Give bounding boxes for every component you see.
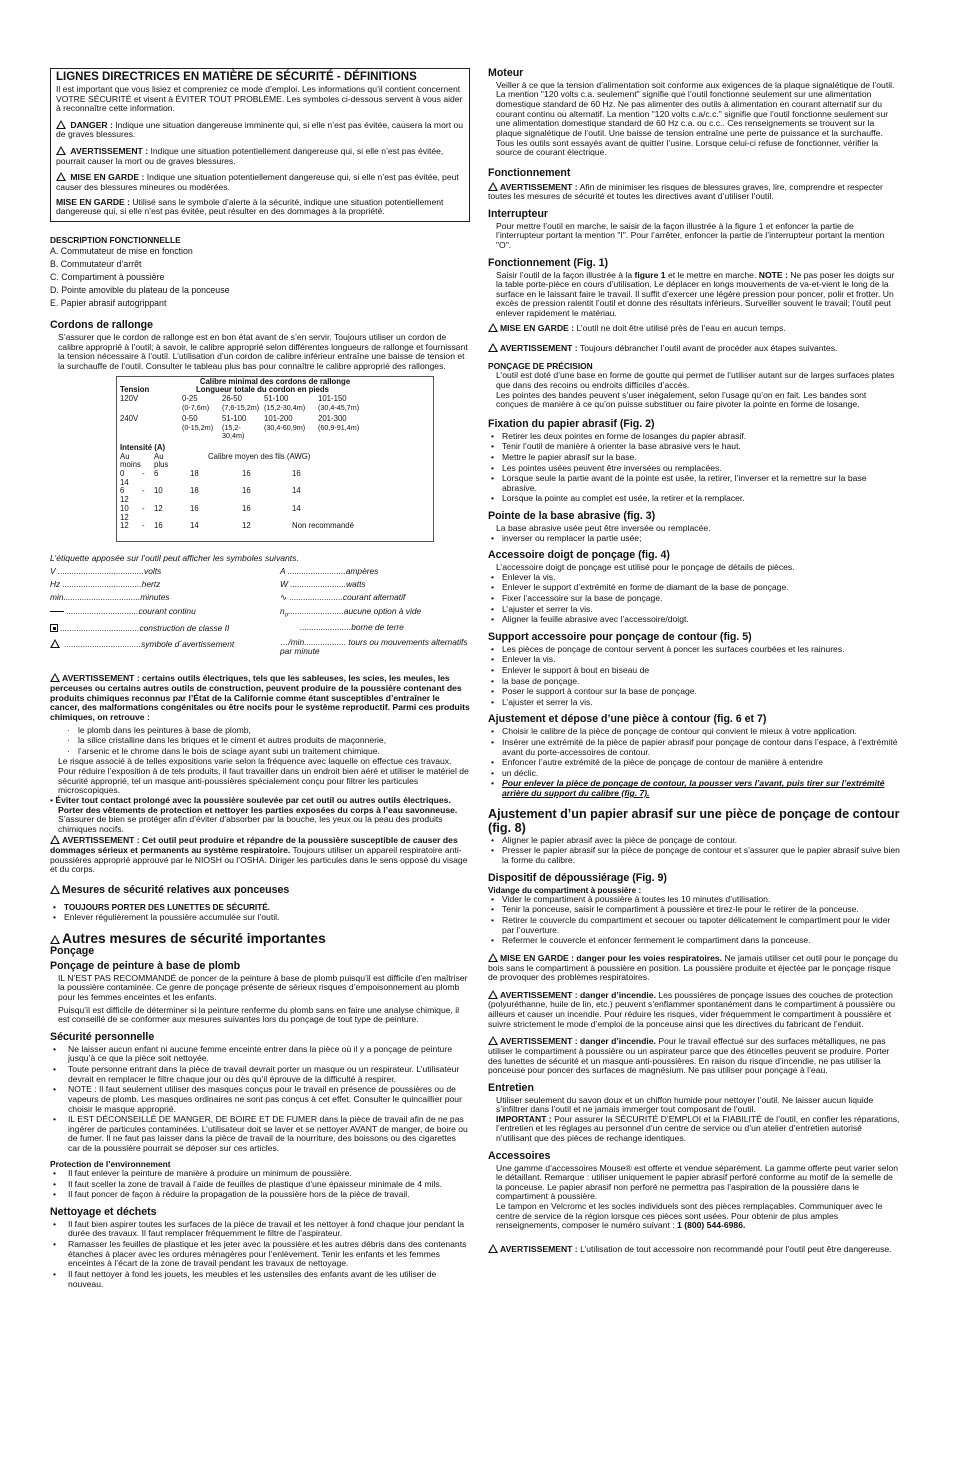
list-item: • Lorsque seule la partie avant de la pointe est usée, la retirer, l’inverser et la remettre sur la base abrasive. xyxy=(488,474,900,493)
list-item: • Presser le papier abrasif sur la pièce de ponçage de contour et s’assurer que le papier abrasif suive bien la forme du calibre. xyxy=(488,846,900,865)
list-item: • Retirer les deux pointes en forme de losanges du papier abrasif. xyxy=(488,432,900,442)
warning-triangle-icon xyxy=(488,990,498,999)
symbol-watts: W ........................watts xyxy=(280,579,366,590)
precision-title: PONÇAGE DE PRÉCISION xyxy=(488,360,593,371)
left-column xyxy=(50,68,470,1290)
list-item: • Lorsque la pointe au complet est usée, la retirer et la remplacer. xyxy=(488,494,900,504)
finger-text: L’accessoire doigt de ponçage est utilisé pour le ponçage de détails de pièces. xyxy=(496,562,795,573)
amperage-title: Intensité (A) xyxy=(120,442,166,452)
personal-safety-list xyxy=(50,1045,470,1154)
list-item: • un déclic. xyxy=(488,769,900,779)
symbol-minutes: min.................................minutes xyxy=(50,592,170,603)
dust-empty-list xyxy=(488,895,900,946)
warning-triangle-icon xyxy=(488,1036,498,1045)
functional-description-title: DESCRIPTION FONCTIONNELLE xyxy=(50,234,181,245)
list-item: E. Papier abrasif autogrippant xyxy=(50,297,167,308)
warning-triangle-icon xyxy=(488,343,498,352)
list-item: · la silice cristalline dans les briques et le ciment et autres produits de maçonnerie, xyxy=(64,736,470,746)
list-item: • Tenir l’outil de manière à orienter la base abrasive vers le haut. xyxy=(488,442,900,452)
list-item: • Il faut poncer de façon à réduire la propagation de la poussière hors de la pièce de travail. xyxy=(50,1190,470,1200)
paper-adjust-list xyxy=(488,836,900,866)
fire-warning-2: AVERTISSEMENT : danger d’incendie. Pour le travail effectué sur des surfaces métalliques, ne pas utiliser le compartiment à poussière ou un aspirateur parce que des étincelles peuvent se produire. Porter des lunettes de sécurité et un masque anti-poussières. En raison du risque d’incendie, ne pas utiliser la ponceuse pour poncer des surfaces de magnésium. Ne pas utiliser pour ponçage à l’eau. xyxy=(488,1036,890,1076)
motor-text: Veiller à ce que la tension d’alimentation soit conforme aux exigences de la plaque signalétique de l’outil. La mention "120 volts c.a. seulement" signifie que l’outil fonctionne seulement sur une alimentation domestique standard de 60 Hz. Ne pas alimenter des outils à alimentation en courant alternatif sur du courant continu ou alternatif. La mention "120 volts c.a/c.c." signifie que l’outil fonctionne seulement sur une alimentation domestique standard de 60 Hz c.a. ou c.c.. Ces renseignements se trouvent sur la plaque signalétique de l’outil. Une baisse de tension entraîne une perte de puissance et la surchauffe. Tous les outils sont essayés avant de quitter l’usine. Lorsque celui-ci refuse de fonctionner, vérifier la source de courant électrique. xyxy=(496,79,895,158)
warning-triangle-icon xyxy=(488,953,498,962)
list-item: • Poser le support à contour sur la base de ponçage. xyxy=(488,687,900,697)
list-item: • Les pointes usées peuvent être inversées ou remplacées. xyxy=(488,464,900,474)
list-item: • la base de ponçage. xyxy=(488,677,900,687)
list-item: • Tenir la ponceuse, saisir le compartiment à poussière et tirez-le pour le retirer de la ponceuse. xyxy=(488,905,900,915)
safety-definitions-box xyxy=(50,68,470,222)
warning-triangle-icon xyxy=(50,935,60,944)
functional-description-list xyxy=(50,247,470,308)
list-item: • inverser ou remplacer la partie usée; xyxy=(488,534,900,544)
caution-property-definition: MISE EN GARDE : Utilisé sans le symbole d’alerte à la sécurité, indique une situation potentiellement dangereuse qui, si elle n’est pas évitée, peut résulter en des dommages à la propriété. xyxy=(56,196,444,217)
switch-text: Pour mettre l’outil en marche, le saisir de la façon illustrée à la figure 1 et enfoncer la partie de l’interrupteur portant la mention "I". Pour l’arrêter, enfoncer la partie de l’interrupteur portant la mention "O". xyxy=(496,220,885,251)
cleanup-list xyxy=(50,1220,470,1289)
list-item: • Toute personne entrant dans la pièce de travail devrait porter un masque ou un respirateur. L’utilisateur devrait en remplacer le filtre chaque jour ou dès qu’il éprouve de la difficulté à respirer. xyxy=(50,1065,470,1084)
symbol-rpm: …/min.................. tours ou mouvements alternatifs par minute xyxy=(280,636,468,657)
table-row: 120V 0-25 26-50 51-100 101-150 xyxy=(120,394,347,404)
list-item: • Il faut sceller la zone de travail à l’aide de feuilles de plastique d’une épaisseur minimale de 4 mils. xyxy=(50,1180,470,1190)
list-item: C. Compartiment à poussière xyxy=(50,271,165,282)
warning-triangle-icon xyxy=(488,182,498,191)
amperage-subheader: moins plus xyxy=(120,460,169,470)
fixation-list xyxy=(488,432,900,504)
final-warning: AVERTISSEMENT : L’utilisation de tout accessoire non recommandé pour l’outil peut être dangereuse. xyxy=(488,1243,900,1255)
table-row: 10 - 12 16 16 14 12 xyxy=(120,503,301,522)
amperage-header: Au Au Calibre moyen des fils (AWG) xyxy=(120,451,311,461)
list-item: • Fixer l’accessoire sur la base de ponçage. xyxy=(488,594,900,604)
finger-list xyxy=(488,573,900,625)
paper-adjust-title: Ajustement d’un papier abrasif sur une pièce de ponçage de contour (fig. 8) xyxy=(488,806,900,835)
warning-triangle-icon xyxy=(50,885,60,894)
symbol-no-load: $n_o........................aucune$ option à vide xyxy=(280,605,422,619)
list-item: • TOUJOURS PORTER DES LUNETTES DE SÉCURITÉ. xyxy=(50,903,470,912)
lead-paint-title: Ponçage de peinture à base de plomb xyxy=(50,959,241,972)
switch-title: Interrupteur xyxy=(488,207,549,220)
list-item: • Les pièces de ponçage de contour servent à poncer les surfaces courbées et les rainures. xyxy=(488,645,900,655)
warning-triangle-icon xyxy=(50,639,60,648)
list-item: · l’arsenic et le chrome dans le bois de sciage ayant subi un traitement chimique. xyxy=(64,747,470,757)
water-caution: MISE EN GARDE : L’outil ne doit être utilisé près de l’eau en aucun temps. xyxy=(488,322,900,334)
contour-support-list xyxy=(488,645,900,708)
lead-paint-text-1: IL N’EST PAS RECOMMANDÉ de poncer de la peinture à base de plomb puisqu’il est difficile d’en maîtriser la poussière contaminée. Ce genre de ponçage présente de sérieux risques d’empoisonnement au plomb pour les femmes enceintes et les enfants. xyxy=(58,972,468,1003)
list-item: • Mettre le papier abrasif sur la base. xyxy=(488,453,900,463)
list-item: • Choisir le calibre de la pièce de ponçage de contour qui convient le mieux à votre application. xyxy=(488,727,900,737)
lead-paint-text-2: Puisqu’il est difficile de déterminer si la peinture renferme du plomb sans en faire une analyse chimique, il est conseillé de se conformer aux mesures suivantes lors du ponçage de tout type de peinture. xyxy=(58,1004,460,1025)
symbol-class-ii: ..................................construction de classe II xyxy=(50,623,280,633)
symbol-volts: V .....................................volts xyxy=(50,565,162,576)
environment-list xyxy=(50,1169,470,1200)
list-item: • Enfoncer l’autre extrémité de la pièce de ponçage de contour de manière à entendre xyxy=(488,758,900,768)
list-item: • Enlever régulièrement la poussière accumulée sur l’outil. xyxy=(50,913,470,923)
maintenance-important: IMPORTANT : Pour assurer la SÉCURITÉ D’EMPLOI et la FIABILITÉ de l’outil, en confier les réparations, l’entretien et les réglages au personnel d’un centre de service ou d’un atelier d’entretien autorisé n’utilisant que des pièces de rechange identiques. xyxy=(496,1113,900,1144)
avoid-contact: • Éviter tout contact prolongé avec la poussière soulevée par cet outil ou autres outils électriques. Porter des vêtements de protection et nettoyer les parties exposées du corps à l’eau savonneuse. S’assurer de bien se protéger afin d’éviter d’absorber par la bouche, les yeux ou la peau des produits chimiques nocifs. xyxy=(50,794,458,834)
dust-empty-subtitle: Vidange du compartiment à poussière : xyxy=(488,885,642,895)
list-item: • Enlever la vis. xyxy=(488,573,900,583)
finger-title: Accessoire doigt de ponçage (fig. 4) xyxy=(488,549,670,562)
prop65-warning: AVERTISSEMENT : certains outils électriques, tels que les sableuses, les scies, les meules, les perceuses ou certains autres outils de construction, peuvent produire de la poussière contenant des produits chimiques reconnus par l’État de la Californie comme étant susceptibles d’entraîner le cancer, des malformations congénitales ou être nocifs pour le système reproductif. Parmi ces produits chimiques, on retrouve : xyxy=(50,673,470,722)
list-item: • Aligner la feuille abrasive avec l’accessoire/doigt. xyxy=(488,615,900,625)
list-item: A. Commutateur de mise en fonction xyxy=(50,246,193,257)
motor-title: Moteur xyxy=(488,67,524,79)
safety-definitions-title: LIGNES DIRECTRICES EN MATIÈRE DE SÉCURITÉ - DÉFINITIONS xyxy=(56,71,417,83)
table-row: 6 - 10 18 16 14 12 xyxy=(120,486,301,505)
risk-text: Le risque associé à de telles expositions varie selon la fréquence avec laquelle on effectue ces travaux. Pour réduire l’exposition à de tels produits, il faut travailler dans un endroit bien aéré et utiliser le matériel de sécurité approprié, tel un masque anti-poussières spécialement conçu pour filtrer les particules microscopiques. xyxy=(58,756,469,796)
phone-number: 1 (800) 544-6986. xyxy=(677,1220,746,1231)
safety-intro: Il est important que vous lisiez et compreniez ce mode d’emploi. Les informations qu’il contient concernent VOTRE SÉCURITÉ et visent à ÉVITER TOUT PROBLÈME. Les symboles ci-dessous servent à vous aider à reconnaître cette information. xyxy=(56,83,463,114)
list-item: B. Commutateur d’arrêt xyxy=(50,259,142,269)
maintenance-title: Entretien xyxy=(488,1081,534,1094)
list-item: • Il faut bien aspirer toutes les surfaces de la pièce de travail et les nettoyer à fond chaque jour pendant la durée des travaux. Il faut remplacer fréquemment le filtre de l’aspirateur. xyxy=(50,1220,470,1239)
tip-text: La base abrasive usée peut être inversée ou remplacée. xyxy=(496,522,711,533)
list-item: D. Pointe amovible du plateau de la ponceuse xyxy=(50,284,230,295)
table-row: 0 - 6 18 16 16 14 xyxy=(120,468,301,487)
warning-triangle-icon xyxy=(488,1244,498,1253)
contour-support-title: Support accessoire pour ponçage de contour (fig. 5) xyxy=(488,630,752,643)
list-item: • Refermer le couvercle et enfoncer fermement le compartiment dans la ponceuse. xyxy=(488,936,900,946)
other-safety-title: Autres mesures de sécurité importantes xyxy=(50,931,470,946)
right-column xyxy=(488,68,900,1255)
extension-cords-text: S’assurer que le cordon de rallonge est en bon état avant de s’en servir. Toujours utiliser un cordon de calibre approprié à l’outil; à savoir, le calibre approprié selon différentes longueurs de rallonge et fournissant la tension nécessaire à l’outil. L’utilisation d’un cordon de calibre inférieur entraîne une baisse de tension et la surchauffe de l’outil. Consulter le tableau plus bas pour connaître le calibre approprié des rallonges. xyxy=(58,332,468,372)
symbols-grid xyxy=(50,567,470,657)
symbol-amperes: A .........................ampères xyxy=(280,565,379,576)
contour-adjust-list xyxy=(488,727,900,798)
tip-list xyxy=(488,534,900,544)
warning-triangle-icon xyxy=(50,673,60,682)
warning-triangle-icon xyxy=(50,835,60,844)
operation-warning: AVERTISSEMENT : Afin de minimiser les risques de blessures graves, lire, comprendre et respecter toutes les mesures de sécurité et toutes les directives avant d’utiliser l’outil. xyxy=(488,181,883,202)
list-item: • Aligner le papier abrasif avec la pièce de ponçage de contour. xyxy=(488,836,900,846)
chemicals-list xyxy=(50,726,470,757)
fixation-title: Fixation du papier abrasif (Fig. 2) xyxy=(488,417,655,430)
list-item: • Enlever le support à bout en biseau de xyxy=(488,666,900,676)
dust-system-title: Dispositif de dépoussiérage (Fig. 9) xyxy=(488,871,667,884)
list-item: • Enlever le support d’extrémité en forme de diamant de la base de ponçage. xyxy=(488,583,900,593)
cleanup-title: Nettoyage et déchets xyxy=(50,1205,157,1218)
list-item: • NOTE : Il faut seulement utiliser des masques conçus pour le travail en présence de poussières ou de vapeurs de plomb. Les masques ordinaires ne sont pas conçus à cet effet. Consulter le quincaillier pour choisir le masque approprié. xyxy=(50,1085,470,1114)
table-row: (0-15,2m) (15,2-30,4m) (30,4-60,9m) (60,9-91,4m) xyxy=(182,422,360,440)
warning-definition: AVERTISSEMENT : Indique une situation potentiellement dangereuse qui, si elle n’est pas évitée, pourrait causer la mort ou de graves blessures. xyxy=(56,146,444,166)
list-item: • Ne laisser aucun enfant ni aucune femme enceinte entrer dans la pièce où il y a ponçage de peinture jusqu’à ce que la pièce soit nettoyée. xyxy=(50,1045,470,1064)
sanding-subtitle: Ponçage xyxy=(50,945,95,958)
list-item: · le plomb dans les peintures à base de plomb, xyxy=(64,726,470,736)
accessories-text: Une gamme d’accessoires Mouse® est offerte et vendue séparément. La gamme offerte peut varier selon le détaillant. Remarque : utiliser uniquement le papier abrasif perforé conforme au motif de la semelle de la ponceuse. Le papier abrasif non perforé ne permettra pas l’aspiration de la poussière dans le compartiment à poussière. xyxy=(496,1162,899,1202)
list-item: • Ramasser les feuilles de plastique et les jeter avec la poussière et les autres débris dans des contenants étanches à placer avec les ordures ménagères pour l’enlèvement. Tenir les enfants et les femmes enceintes à l’écart de la zone de travail pendant les travaux de nettoyage. xyxy=(50,1240,470,1269)
dc-line-icon xyxy=(50,611,64,612)
list-item: • Vider le compartiment à poussière à toutes les 10 minutes d’utilisation. xyxy=(488,895,900,905)
warning-triangle-icon xyxy=(56,120,66,129)
warning-triangle-icon xyxy=(488,323,498,332)
operation-fig1-text: Saisir l’outil de la façon illustrée à la figure 1 et le mettre en marche. NOTE : Ne pas poser les doigts sur la table porte-pièce en cours d’utilisation. Le déplacer en longs mouvements de va-et-vient le long de la surface en le laissant faire le travail. Il suffit d’exercer une légère pression pour poncer, polir et frotter. Un excès de pression ralentit l’outil et donne des résultats inférieurs. Surveiller souvent le travail; l’outil peut enlever rapidement le matériau. xyxy=(496,269,895,319)
caution-definition: MISE EN GARDE : Indique une situation potentiellement dangereuse qui, si elle n’est pas évitée, peut causer des blessures mineures ou modérées. xyxy=(56,172,459,192)
list-item: • Enlever la vis. xyxy=(488,655,900,665)
environment-title: Protection de l’environnement xyxy=(50,1158,171,1169)
symbol-ac: ∿ .......................courant alternatif xyxy=(280,592,406,603)
accessories-title: Accessoires xyxy=(488,1149,551,1162)
table-row: 240V 0-50 51-100 101-200 201-300 xyxy=(120,413,347,423)
sander-safety-title: Mesures de sécurité relatives aux ponceuses xyxy=(50,884,470,897)
accessories-text-2: Le tampon en Velcromc et les socles individuels sont des pièces remplaçables. Communiquer avec le centre de service de la région lorsque ces pièces sont usées. Pour obtenir de plus amples renseignements, composer le numéro suivant : 1 (800) 544-6986. xyxy=(496,1201,883,1231)
precision-text-2: Les pointes des bandes peuvent s’user inégalement, selon l’usage qu’on en fait. Les bandes sont conçues de manière à ce qu’on puisse substituer ou faire pivoter la pointe en forme de losange. xyxy=(496,389,867,410)
precision-text-1: L’outil est doté d’une base en forme de goutte qui permet de l’utiliser autant sur de larges surfaces plates que dans des recoins ou endroits difficiles d’accès. xyxy=(496,370,895,390)
unplug-warning: AVERTISSEMENT : Toujours débrancher l’outil avant de procéder aux étapes suivantes. xyxy=(488,342,900,354)
list-item: • Pour enlever la pièce de ponçage de contour, la pousser vers l’avant, puis tirer sur l’extrémité arrière du support du calibre (fig. 7). xyxy=(488,779,900,798)
table-title: Calibre minimal des cordons de rallonge xyxy=(199,376,351,386)
tip-title: Pointe de la base abrasive (fig. 3) xyxy=(488,510,656,523)
extension-cords-title: Cordons de rallonge xyxy=(50,319,154,332)
ac-wave-icon: ∿ xyxy=(280,592,288,603)
table-row: 12 - 16 14 12 Non recommandé xyxy=(120,521,354,531)
operation-title: Fonctionnement xyxy=(488,166,571,179)
symbol-earth: ......................borne de terre xyxy=(300,622,404,633)
symbol-dc: ...............................courant continu xyxy=(50,607,280,619)
danger-definition: DANGER : Indique une situation dangereuse imminente qui, si elle n’est pas évitée, causera la mort ou de graves blessures. xyxy=(56,119,464,140)
class-ii-icon xyxy=(50,624,58,632)
list-item: • Il faut nettoyer à fond les jouets, les meubles et les ustensiles des enfants avant de les utiliser de nouveau. xyxy=(50,1270,470,1289)
fire-warning-1: AVERTISSEMENT : danger d’incendie. Les poussières de ponçage issues des couches de protection (polyuréthanne, huile de lin, etc.) peuvent s’enflammer spontanément dans le compartiment à poussière ou ailleurs et causer un incendie. Pour réduire les risques, vider fréquemment le compartiment à poussière et suivre strictement le mode d’emploi de la ponceuse ainsi que les directives du fabricant de l’enduit. xyxy=(488,989,896,1029)
contour-adjust-title: Ajustement et dépose d’une pièce à contour (fig. 6 et 7) xyxy=(488,713,767,726)
cord-gauge-table xyxy=(116,376,434,542)
list-item: • Il faut enlever la peinture de manière à produire un minimum de poussière. xyxy=(50,1169,470,1179)
list-item: • IL EST DÉCONSEILLÉ DE MANGER, DE BOIRE ET DE FUMER dans la pièce de travail afin de ne pas ingérer de particules contaminées. L’utilisateur doit se laver et se nettoyer AVANT de manger, de boire ou de fumer. Il ne faut pas laisser dans la pièce de travail de la nourriture, des boissons ou des cigarettes car de la poussière pourrait se déposer sur ces articles. xyxy=(50,1115,470,1154)
table-row: (0-7,6m) (7,6-15,2m) (15,2-30,4m) (30,4-45,7m) xyxy=(182,402,360,412)
personal-safety-title: Sécurité personnelle xyxy=(50,1030,155,1043)
respiratory-caution: MISE EN GARDE : danger pour les voies respiratoires. Ne jamais utiliser cet outil pour le ponçage du bois sans le compartiment à poussière en position. La poussière produite et éjectée par le ponçage risque de provoquer des problèmes respiratoires. xyxy=(488,952,898,983)
symbol-warning: .................................symbole d´avertissement xyxy=(50,638,280,657)
operation-fig1-title: Fonctionnement (Fig. 1) xyxy=(488,256,609,269)
sander-safety-list xyxy=(50,903,470,923)
list-item: • L’ajuster et serrer la vis. xyxy=(488,605,900,615)
symbols-note: L’étiquette apposée sur l’outil peut afficher les symboles suivants. xyxy=(50,552,299,563)
warning-triangle-icon xyxy=(56,172,66,181)
maintenance-text: Utiliser seulement du savon doux et un chiffon humide pour nettoyer l’outil. Ne laisser aucun liquide s’infiltrer dans l’outil et ne jamais immerger tout composant de l’outil. xyxy=(496,1094,874,1115)
respiratory-warning: AVERTISSEMENT : Cet outil peut produire et répandre de la poussière susceptible de causer des dommages sérieux et permanents au système respiratoire. Toujours utiliser un appareil respiratoire anti-poussières approprié approuvé par le NIOSH ou l’OSHA. Diriger les particules dans le sens opposé du visage et du corps. xyxy=(50,835,468,875)
list-item: • Retirer le couvercle du compartiment et secouer ou tapoter délicatement le compartiment pour le vider par l’ouverture. xyxy=(488,916,900,935)
list-item: • L’ajuster et serrer la vis. xyxy=(488,698,900,708)
symbol-hertz: Hz ..................................hertz xyxy=(50,579,161,590)
table-header: Tension Longueur totale du cordon en pieds xyxy=(120,385,329,395)
list-item: • Insérer une extrémité de la pièce de papier abrasif pour ponçage de contour dans l’espace, à l’extrémité avant du porte-accessoires de contour. xyxy=(488,738,900,757)
warning-triangle-icon xyxy=(56,146,66,155)
